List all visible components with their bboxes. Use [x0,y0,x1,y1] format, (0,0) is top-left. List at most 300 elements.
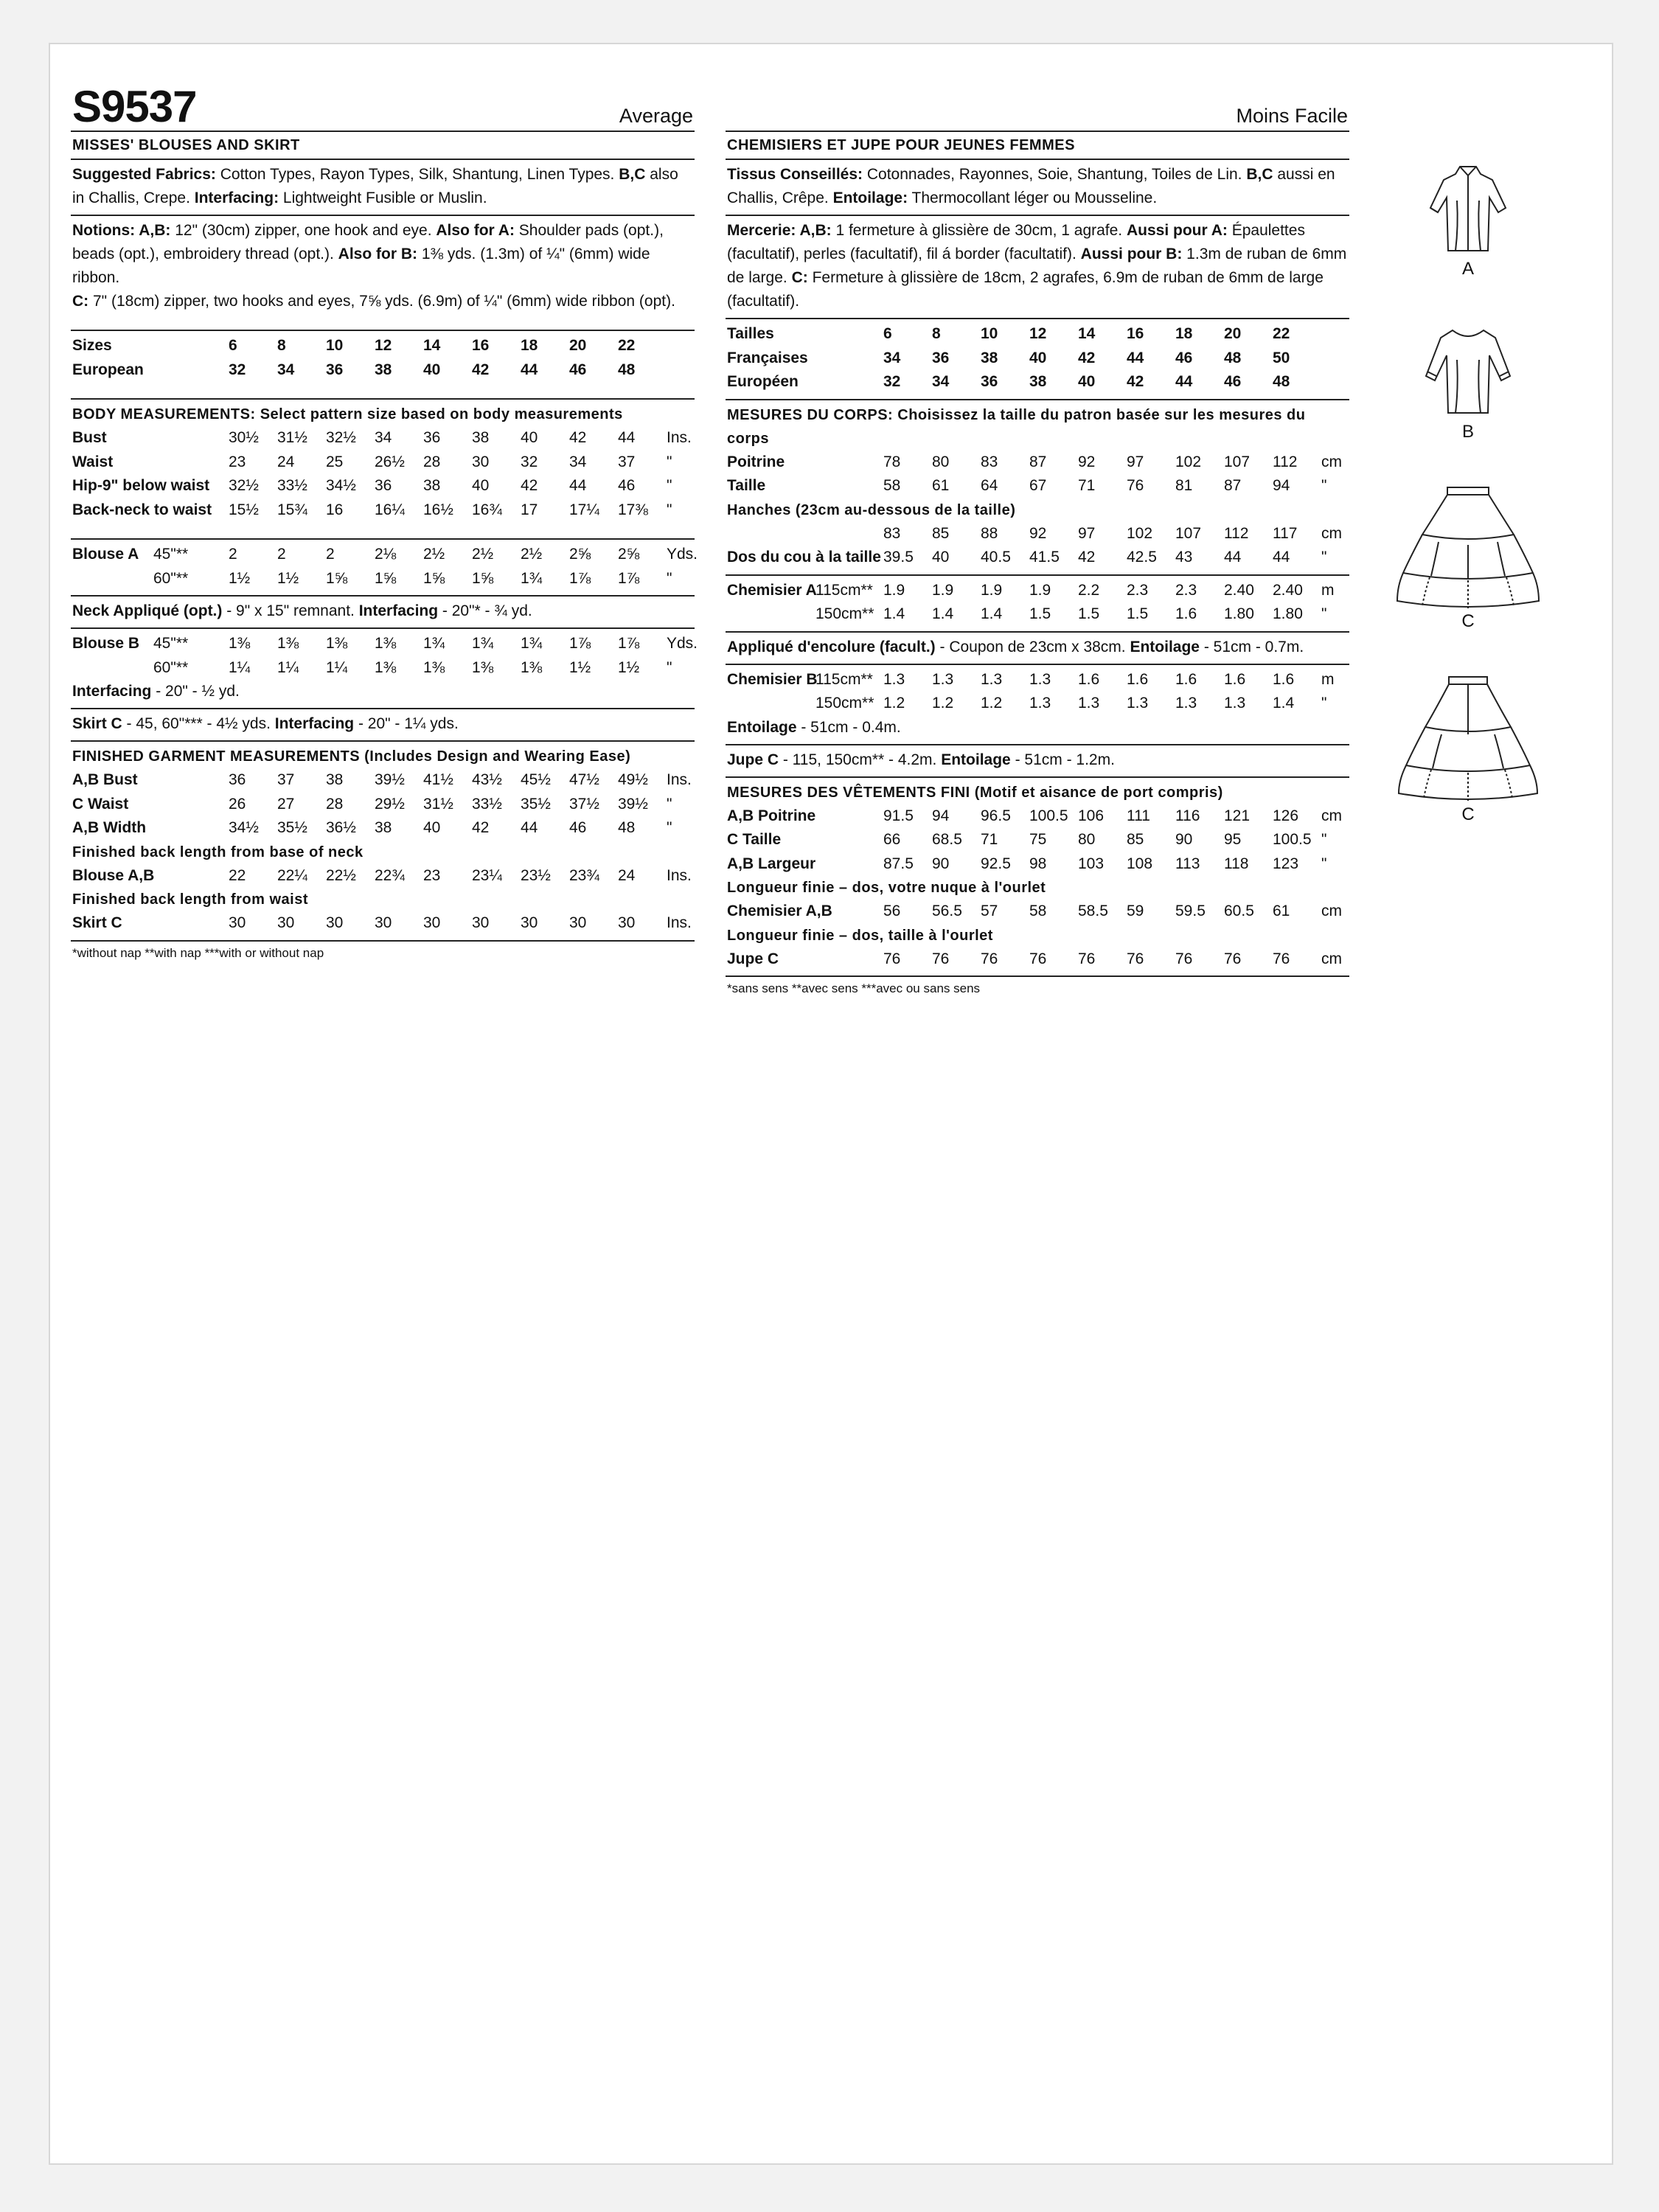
width-label: 60"** [153,658,189,676]
difficulty-level: Average [619,105,693,127]
en-footnote: *without nap **with nap ***with or without nap [72,945,324,960]
en-sizes-table [72,334,696,382]
fr-finished-table [727,804,1351,877]
value-cell: 1½ [229,569,251,587]
value-cell: 30 [423,914,441,931]
fr-neck-applique-label: Appliqué d'encolure (facult.) [727,638,936,655]
value-cell: 108 [1127,855,1153,872]
value-cell: 1.3 [1224,695,1246,712]
view-c [1391,483,1545,632]
fr-neck-table [727,546,1351,570]
value-cell: 58 [883,477,901,494]
value-cell: 116 [1175,807,1200,824]
value-cell: 90 [1175,831,1193,848]
table-row [72,911,696,936]
unit-cell: m [1321,670,1335,688]
fr-notions [726,216,1349,319]
table-row [727,474,1351,498]
value-cell: 46 [569,361,587,378]
value-cell: 81 [1175,477,1193,494]
value-cell: 33½ [472,795,502,813]
value-cell: 22 [1273,325,1290,342]
value-cell: 43½ [472,771,502,788]
en-neck-applique-label: Neck Appliqué (opt.) [72,602,223,619]
view-a [1391,164,1545,279]
value-cell: 85 [1127,831,1144,848]
en-notions-text: 12" (30cm) zipper, one hook and eye. [170,222,437,239]
value-cell: 1.3 [1029,670,1051,688]
fr-neck-applique-text: - Coupon de 23cm x 38cm. [935,638,1130,655]
table-row [727,668,1351,692]
value-cell: 39½ [618,795,648,813]
value-cell: 48 [1273,373,1290,390]
en-finished-title: FINISHED GARMENT MEASUREMENTS (Includes Design and Wearing Ease) [72,748,631,765]
value-cell: 30 [521,914,538,931]
value-cell: 1⅝ [326,569,348,587]
value-cell: 38 [1029,373,1047,390]
value-cell: 42 [1078,549,1096,566]
value-cell: 34½ [326,477,356,494]
value-cell: 118 [1224,855,1249,872]
table-row [72,793,696,817]
row-label: A,B Bust [72,771,138,788]
value-cell: 6 [229,337,237,354]
row-label: Taille [727,477,766,494]
row-label: Chemisier A [727,581,817,599]
width-label: 60"** [153,569,189,587]
blouse-b-icon [1413,323,1523,419]
value-cell: 95 [1224,831,1242,848]
value-cell: 1⅞ [569,569,591,587]
value-cell: 23¼ [472,866,502,884]
value-cell: 17 [521,501,538,518]
value-cell: 1¼ [229,658,251,676]
value-cell: 16 [472,337,490,354]
value-cell: 14 [1078,325,1096,342]
value-cell: 8 [277,337,286,354]
value-cell: 42 [472,819,490,836]
table-row [72,768,696,793]
value-cell: 1½ [569,658,591,676]
value-cell: 50 [1273,349,1290,366]
fr-finished-title: MESURES DES VÊTEMENTS FINI (Motif et aisance de port compris) [727,784,1223,801]
value-cell: 1.3 [883,670,905,688]
unit-cell: Ins. [667,866,692,884]
en-notions [71,216,695,331]
value-cell: 56 [883,902,901,919]
table-row [72,567,696,591]
value-cell: 2 [277,546,286,563]
value-cell: 97 [1127,453,1144,470]
value-cell: 1.6 [1224,670,1246,688]
value-cell: 26 [229,795,246,813]
value-cell: 1¾ [423,635,445,652]
value-cell: 31½ [423,795,453,813]
value-cell: 30½ [229,429,259,446]
unit-cell: " [667,569,672,587]
table-row [72,656,696,681]
value-cell: 40 [1029,349,1047,366]
value-cell: 34 [883,349,901,366]
value-cell: 126 [1273,807,1299,824]
row-label: Bust [72,429,107,446]
value-cell: 2.3 [1175,581,1197,599]
value-cell: 42 [569,429,587,446]
unit-cell: " [667,453,672,470]
value-cell: 34 [375,429,392,446]
value-cell: 67 [1029,477,1047,494]
en-blouse-b [71,629,698,709]
table-row [727,370,1351,394]
value-cell: 28 [326,795,344,813]
value-cell: 1.4 [883,605,905,622]
value-cell: 36½ [326,819,356,836]
value-cell: 15½ [229,501,259,518]
fr-title: CHEMISIERS ET JUPE POUR JEUNES FEMMES [727,137,1075,153]
en-notions-b-label: Also for B: [338,246,417,262]
value-cell: 40 [521,429,538,446]
table-row [727,947,1351,972]
value-cell: 2 [229,546,237,563]
value-cell: 111 [1127,807,1150,824]
value-cell: 113 [1175,855,1200,872]
value-cell: 22¾ [375,866,405,884]
value-cell: 2½ [472,546,494,563]
value-cell: 94 [1273,477,1290,494]
value-cell: 44 [1273,549,1290,566]
width-label: 45"** [153,546,189,563]
value-cell: 57 [981,902,998,919]
value-cell: 34 [569,453,587,470]
value-cell: 36 [981,373,998,390]
value-cell: 18 [1175,325,1193,342]
en-notions-c-text: 7" (18cm) zipper, two hooks and eyes, 7⅝ yds. (6.9m) of ¼" (6mm) wide ribbon (opt). [88,293,675,310]
value-cell: 12 [375,337,392,354]
value-cell: 112 [1224,524,1249,542]
value-cell: 102 [1175,453,1202,470]
unit-cell: cm [1321,902,1342,919]
fr-neck-int-label: Entoilage [1130,638,1200,655]
value-cell: 23 [423,866,441,884]
value-cell: 27 [277,795,295,813]
fr-notions-c-text: Fermeture à glissière de 18cm, 2 agrafes, 6.9m de ruban de 6mm de large (facultatif). [727,269,1324,310]
fr-finished [726,778,1349,978]
value-cell: 38 [375,361,392,378]
row-label: Blouse A,B [72,866,155,884]
french-column [726,85,1349,1001]
value-cell: 17⅜ [618,501,648,518]
row-label: Jupe C [727,950,779,967]
value-cell: 117 [1273,524,1298,542]
row-label: Tailles [727,325,774,342]
value-cell: 41.5 [1029,549,1060,566]
unit-cell: Yds. [667,546,698,563]
value-cell: 30 [277,914,295,931]
row-label: Back-neck to waist [72,501,212,518]
en-back-waist-table [72,911,696,936]
value-cell: 1.4 [1273,695,1295,712]
value-cell: 32 [883,373,901,390]
value-cell: 1¾ [521,569,543,587]
fr-notions-text: 1 fermeture à glissière de 30cm, 1 agrafe. [831,222,1127,239]
table-row [727,322,1351,347]
value-cell: 30 [229,914,246,931]
row-label: Poitrine [727,453,785,470]
value-cell: 59.5 [1175,902,1206,919]
value-cell: 1.2 [932,695,954,712]
fr-sizes [726,319,1349,400]
value-cell: 58.5 [1078,902,1108,919]
unit-cell: cm [1321,950,1342,967]
value-cell: 30 [375,914,392,931]
value-cell: 1.2 [883,695,905,712]
value-cell: 76 [1127,477,1144,494]
value-cell: 46 [1175,349,1193,366]
value-cell: 83 [981,453,998,470]
width-label: 45"** [153,635,189,652]
fr-notions-b-label: Aussi pour B: [1080,246,1183,262]
value-cell: 40.5 [981,549,1011,566]
value-cell: 102 [1127,524,1153,542]
value-cell: 1.80 [1273,605,1303,622]
en-skirt-int-text: - 20" - 1¼ yds. [354,715,459,732]
unit-cell: " [667,795,672,813]
skirt-c-alt-icon [1394,672,1542,801]
row-label: Dos du cou à la taille [727,549,881,566]
en-back-waist-title: Finished back length from waist [72,891,308,908]
table-row [72,543,696,567]
row-label: A,B Poitrine [727,807,816,824]
value-cell: 30 [326,914,344,931]
value-cell: 26½ [375,453,405,470]
value-cell: 40 [472,477,490,494]
value-cell: 1.3 [1029,695,1051,712]
unit-cell: cm [1321,807,1342,824]
value-cell: 1⅜ [229,635,251,652]
value-cell: 44 [1175,373,1193,390]
value-cell: 1⅜ [375,658,397,676]
unit-cell: " [667,501,672,518]
skirt-c-icon [1394,483,1542,608]
value-cell: 44 [521,819,538,836]
value-cell: 1½ [618,658,640,676]
fr-footnote: *sans sens **avec sens ***avec ou sans sens [727,981,981,995]
row-label: C Taille [727,831,782,848]
table-row [72,451,696,475]
view-c-letter: C [1461,611,1475,631]
value-cell: 1.3 [1127,695,1149,712]
unit-cell: " [667,658,672,676]
en-fabrics-bc: B,C [619,166,646,183]
fr-blouse-a [726,576,1349,633]
value-cell: 6 [883,325,892,342]
value-cell: 98 [1029,855,1047,872]
en-fabrics-text: Cotton Types, Rayon Types, Silk, Shantung, Linen Types. [215,166,619,183]
table-row [727,804,1351,829]
en-neck-applique-text: - 9" x 15" remnant. [222,602,359,619]
en-sizes [71,331,695,400]
value-cell: 100.5 [1029,807,1068,824]
value-cell: 1.5 [1127,605,1149,622]
value-cell: 100.5 [1273,831,1312,848]
value-cell: 40 [932,549,950,566]
value-cell: 1½ [277,569,299,587]
value-cell: 46 [618,477,636,494]
en-fabrics [71,160,695,216]
value-cell: 42 [521,477,538,494]
value-cell: 66 [883,831,901,848]
unit-cell: cm [1321,524,1342,542]
value-cell: 1¼ [326,658,348,676]
value-cell: 40 [423,819,441,836]
value-cell: 85 [932,524,950,542]
value-cell: 1.6 [1175,605,1197,622]
en-skirt-label: Skirt C [72,715,122,732]
en-neck-applique [71,597,695,629]
value-cell: 103 [1078,855,1105,872]
view-b-letter: B [1461,422,1474,442]
view-a-letter: A [1461,259,1474,279]
fr-blouse-b-table [727,668,1351,716]
value-cell: 1.4 [932,605,954,622]
en-blouse-b-table [72,632,696,680]
value-cell: 92.5 [981,855,1011,872]
value-cell: 32½ [229,477,259,494]
value-cell: 47½ [569,771,599,788]
value-cell: 1⅝ [375,569,397,587]
en-fabrics-label: Suggested Fabrics: [72,166,216,183]
table-row [72,426,696,451]
value-cell: 1⅞ [618,569,640,587]
fr-notions-b-text: 1.3m de ruban de 6mm de large. [727,246,1347,286]
row-label: A,B Width [72,819,147,836]
en-notions-label: Notions: A,B: [72,222,171,239]
value-cell: 2.40 [1273,581,1303,599]
unit-cell: " [1321,549,1327,566]
value-cell: 1.5 [1078,605,1100,622]
value-cell: 16½ [423,501,453,518]
value-cell: 30 [618,914,636,931]
value-cell: 33½ [277,477,307,494]
value-cell: 112 [1273,453,1298,470]
view-c-alt-letter: C [1461,804,1475,824]
en-back-neck-table [72,864,696,888]
value-cell: 49½ [618,771,648,788]
fr-interfacing-label: Entoilage: [832,189,908,206]
value-cell: 1⅝ [472,569,494,587]
table-row [72,498,696,523]
value-cell: 1.9 [981,581,1003,599]
view-b [1391,323,1545,442]
value-cell: 38 [472,429,490,446]
fr-skirt-text: - 115, 150cm** - 4.2m. [779,751,942,768]
value-cell: 43 [1175,549,1193,566]
value-cell: 80 [932,453,950,470]
value-cell: 1⅝ [423,569,445,587]
value-cell: 1.9 [883,581,905,599]
value-cell: 61 [932,477,950,494]
fr-body-measurements [726,400,1349,576]
value-cell: 36 [326,361,344,378]
value-cell: 23 [229,453,246,470]
fr-header [726,85,1349,132]
en-finished-table [72,768,696,841]
value-cell: 10 [981,325,998,342]
value-cell: 1¼ [277,658,299,676]
value-cell: 40 [423,361,441,378]
value-cell: 42 [1127,373,1144,390]
value-cell: 42.5 [1127,549,1157,566]
value-cell: 2⅝ [618,546,640,563]
width-label: 150cm** [815,605,874,622]
value-cell: 2⅝ [569,546,591,563]
value-cell: 58 [1029,902,1047,919]
fr-b-int-text: - 51cm - 0.4m. [796,718,901,736]
value-cell: 24 [277,453,295,470]
value-cell: 1.6 [1078,670,1100,688]
unit-cell: " [1321,477,1327,494]
value-cell: 48 [618,361,636,378]
value-cell: 83 [883,524,901,542]
value-cell: 76 [1175,950,1193,967]
fr-blouse-b [726,665,1349,745]
value-cell: 35½ [277,819,307,836]
value-cell: 1.9 [1029,581,1051,599]
value-cell: 44 [569,477,587,494]
en-header [71,82,695,132]
row-label: Européen [727,373,799,390]
value-cell: 1.3 [932,670,954,688]
en-notions-c-label: C: [72,293,89,310]
value-cell: 48 [1224,349,1242,366]
en-body-table [72,426,696,522]
unit-cell: Ins. [667,914,692,931]
value-cell: 39.5 [883,549,914,566]
value-cell: 88 [981,524,998,542]
en-skirt-text: - 45, 60"*** - 4½ yds. [122,715,275,732]
value-cell: 41½ [423,771,453,788]
value-cell: 22 [229,866,246,884]
value-cell: 16¾ [472,501,502,518]
table-row [727,828,1351,852]
value-cell: 38 [326,771,344,788]
row-label: Skirt C [72,914,122,931]
en-b-int-label: Interfacing [72,683,152,700]
en-b-int-text: - 20" - ½ yd. [151,683,240,700]
value-cell: 76 [932,950,950,967]
value-cell: 15¾ [277,501,307,518]
value-cell: 48 [618,819,636,836]
value-cell: 38 [375,819,392,836]
value-cell: 1.2 [981,695,1003,712]
value-cell: 30 [472,914,490,931]
en-title-block [71,132,695,160]
value-cell: 87.5 [883,855,914,872]
value-cell: 1.9 [932,581,954,599]
value-cell: 76 [1078,950,1096,967]
en-neck-int-text: - 20"* - ¾ yd. [438,602,532,619]
fr-notions-a-text: Épaulettes (facultatif), perles (facultatif), fil á border (facultatif). [727,222,1305,262]
value-cell: 1¾ [472,635,494,652]
unit-cell: " [1321,695,1327,712]
value-cell: 38 [423,477,441,494]
table-row [72,816,696,841]
value-cell: 44 [1127,349,1144,366]
value-cell: 36 [423,429,441,446]
value-cell: 24 [618,866,636,884]
table-row [72,358,696,383]
table-row [727,900,1351,924]
